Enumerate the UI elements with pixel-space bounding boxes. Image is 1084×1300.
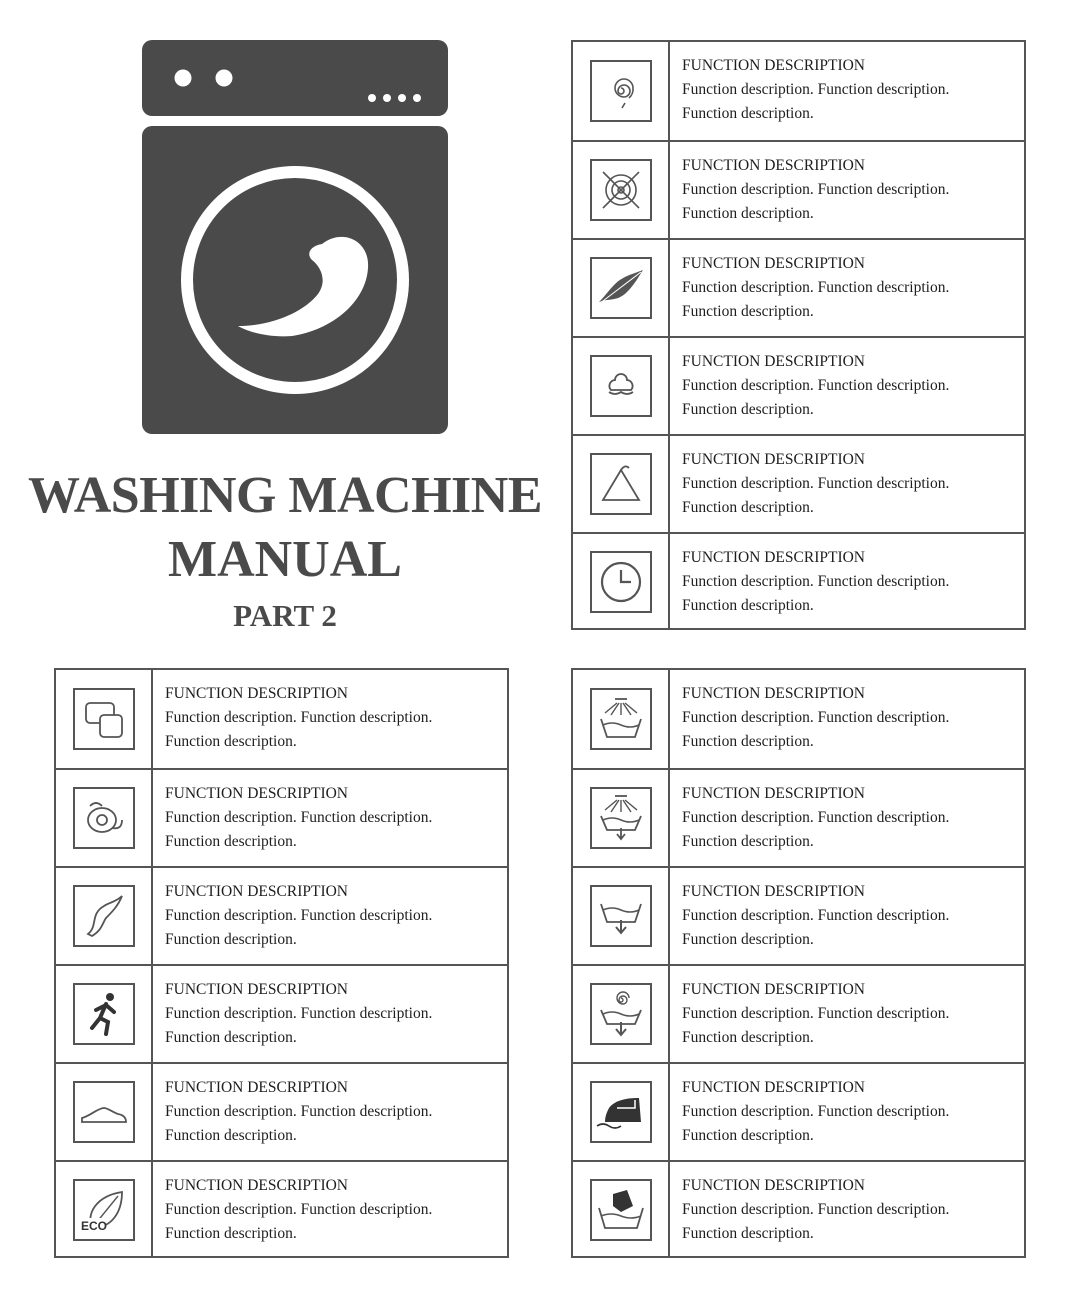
- function-row: [573, 1160, 1024, 1258]
- washing-machine-icon: [142, 40, 448, 434]
- function-description: Function description.: [165, 1029, 297, 1046]
- function-description: Function description. Function description.: [165, 907, 433, 924]
- rinse-basin-icon: [590, 688, 652, 750]
- icon-cell: [573, 534, 670, 630]
- clock-icon: [590, 551, 652, 613]
- cotton-icon: [590, 355, 652, 417]
- function-description: Function description.: [682, 1127, 814, 1144]
- function-title: FUNCTION DESCRIPTION: [682, 785, 865, 802]
- description-cell: [670, 142, 949, 238]
- description-cell: [153, 770, 432, 866]
- description-cell: [670, 868, 949, 964]
- icon-cell: [56, 1064, 153, 1160]
- function-description: Function description. Function description.: [682, 475, 950, 492]
- function-description: Function description.: [682, 205, 814, 222]
- pacifier-icon-graphic: [78, 792, 130, 844]
- spiral-icon-graphic: [595, 65, 647, 117]
- function-description: Function description.: [682, 733, 814, 750]
- function-description: Function description. Function description.: [682, 1201, 950, 1218]
- icon-cell: [573, 670, 670, 768]
- iron-icon: [590, 1081, 652, 1143]
- function-title: FUNCTION DESCRIPTION: [682, 549, 865, 566]
- function-row: [56, 1160, 507, 1258]
- icon-cell: [56, 770, 153, 866]
- function-description: Function description. Function description.: [682, 907, 950, 924]
- function-description: Function description. Function description.: [682, 573, 950, 590]
- function-description: Function description.: [165, 833, 297, 850]
- drain-icon: [590, 885, 652, 947]
- description-cell: [670, 534, 949, 630]
- function-row: [56, 866, 507, 964]
- function-description: Function description.: [682, 1225, 814, 1242]
- hanger-icon-graphic: [595, 458, 647, 510]
- description-cell: [670, 42, 949, 140]
- description-cell: [153, 1162, 432, 1258]
- function-description: Function description. Function description.: [682, 1005, 950, 1022]
- function-description: Function description.: [682, 401, 814, 418]
- function-title: FUNCTION DESCRIPTION: [682, 981, 865, 998]
- function-title: FUNCTION DESCRIPTION: [682, 1177, 865, 1194]
- silk-icon-graphic: [78, 890, 130, 942]
- icon-cell: [573, 868, 670, 964]
- function-description: Function description. Function description.: [165, 809, 433, 826]
- function-table-left: [54, 668, 509, 1258]
- silk-icon: [73, 885, 135, 947]
- function-description: Function description.: [682, 1029, 814, 1046]
- description-cell: [670, 670, 949, 768]
- function-title: FUNCTION DESCRIPTION: [165, 1177, 348, 1194]
- function-title: FUNCTION DESCRIPTION: [682, 451, 865, 468]
- eco-leaf-icon: [73, 1179, 135, 1241]
- function-row: [573, 42, 1024, 140]
- function-title: FUNCTION DESCRIPTION: [165, 685, 348, 702]
- function-description: Function description.: [682, 105, 814, 122]
- description-cell: [153, 966, 432, 1062]
- function-description: Function description.: [682, 499, 814, 516]
- function-description: Function description. Function description.: [682, 81, 950, 98]
- iron-icon-graphic: [595, 1086, 647, 1138]
- function-description: Function description. Function description.: [165, 1103, 433, 1120]
- function-row: [573, 532, 1024, 630]
- function-table-top: [571, 40, 1026, 630]
- rinse-basin-icon-graphic: [595, 693, 647, 745]
- function-title: FUNCTION DESCRIPTION: [682, 685, 865, 702]
- function-description: Function description.: [165, 931, 297, 948]
- function-row: [573, 336, 1024, 434]
- function-description: Function description. Function description.: [682, 279, 950, 296]
- function-description: Function description.: [165, 733, 297, 750]
- function-row: [56, 964, 507, 1062]
- description-cell: [670, 436, 949, 532]
- function-title: FUNCTION DESCRIPTION: [682, 255, 865, 272]
- no-spin-icon-graphic: [595, 164, 647, 216]
- description-cell: [670, 1162, 949, 1258]
- function-description: Function description.: [682, 303, 814, 320]
- running-man-icon-graphic: [78, 988, 130, 1040]
- function-title: FUNCTION DESCRIPTION: [165, 785, 348, 802]
- function-description: Function description. Function description.: [165, 1201, 433, 1218]
- icon-cell: [573, 1064, 670, 1160]
- eco-badge: ECO: [80, 1219, 107, 1233]
- description-cell: [153, 868, 432, 964]
- function-row: [56, 1062, 507, 1160]
- function-description: Function description.: [165, 1127, 297, 1144]
- manual-title-line2: MANUAL: [168, 531, 402, 588]
- icon-cell: [573, 770, 670, 866]
- function-title: FUNCTION DESCRIPTION: [682, 157, 865, 174]
- icon-cell: [56, 966, 153, 1062]
- hanger-icon: [590, 453, 652, 515]
- icon-cell: [56, 868, 153, 964]
- function-row: [573, 140, 1024, 238]
- function-description: Function description. Function description.: [682, 1103, 950, 1120]
- spin-drain-icon-graphic: [595, 988, 647, 1040]
- function-row: [573, 768, 1024, 866]
- shoe-icon-graphic: [78, 1086, 130, 1138]
- eco-leaf-icon-graphic: [78, 1184, 130, 1236]
- icon-cell: [573, 142, 670, 238]
- description-cell: [153, 670, 432, 768]
- manual-part-label: PART 2: [233, 598, 337, 633]
- icon-cell: [573, 436, 670, 532]
- function-description: Function description. Function description.: [682, 709, 950, 726]
- function-row: [573, 1062, 1024, 1160]
- function-row: [56, 670, 507, 768]
- description-cell: [670, 338, 949, 434]
- function-description: Function description.: [682, 833, 814, 850]
- function-row: [573, 238, 1024, 336]
- manual-title-line1: WASHING MACHINE: [28, 467, 542, 524]
- function-title: FUNCTION DESCRIPTION: [165, 1079, 348, 1096]
- description-cell: [670, 770, 949, 866]
- description-cell: [670, 966, 949, 1062]
- description-cell: [670, 240, 949, 336]
- pillows-icon: [73, 688, 135, 750]
- function-description: Function description.: [165, 1225, 297, 1242]
- function-description: Function description.: [682, 931, 814, 948]
- icon-cell: [573, 42, 670, 140]
- function-row: [573, 434, 1024, 532]
- clock-icon-graphic: [595, 556, 647, 608]
- function-row: [573, 866, 1024, 964]
- icon-cell: [573, 240, 670, 336]
- feather-icon: [590, 257, 652, 319]
- spiral-icon: [590, 60, 652, 122]
- function-title: FUNCTION DESCRIPTION: [682, 883, 865, 900]
- function-description: Function description. Function description.: [165, 1005, 433, 1022]
- pacifier-icon: [73, 787, 135, 849]
- description-cell: [670, 1064, 949, 1160]
- function-description: Function description. Function description.: [165, 709, 433, 726]
- icon-cell: [573, 338, 670, 434]
- description-cell: [153, 1064, 432, 1160]
- function-row: [573, 670, 1024, 768]
- function-title: FUNCTION DESCRIPTION: [165, 981, 348, 998]
- function-row: [573, 964, 1024, 1062]
- cotton-icon-graphic: [595, 360, 647, 412]
- function-title: FUNCTION DESCRIPTION: [165, 883, 348, 900]
- rinse-drain-icon-graphic: [595, 792, 647, 844]
- function-title: FUNCTION DESCRIPTION: [682, 353, 865, 370]
- rinse-drain-icon: [590, 787, 652, 849]
- running-man-icon: [73, 983, 135, 1045]
- icon-cell: [56, 670, 153, 768]
- function-description: Function description. Function description.: [682, 809, 950, 826]
- function-table-right: [571, 668, 1026, 1258]
- function-description: Function description.: [682, 597, 814, 614]
- function-row: [56, 768, 507, 866]
- icon-cell: [56, 1162, 153, 1258]
- pillows-icon-graphic: [78, 693, 130, 745]
- spin-drain-icon: [590, 983, 652, 1045]
- hand-wash-icon-graphic: [595, 1184, 647, 1236]
- function-title: FUNCTION DESCRIPTION: [682, 1079, 865, 1096]
- icon-cell: [573, 966, 670, 1062]
- function-title: FUNCTION DESCRIPTION: [682, 57, 865, 74]
- shoe-icon: [73, 1081, 135, 1143]
- drain-icon-graphic: [595, 890, 647, 942]
- feather-icon-graphic: [595, 262, 647, 314]
- icon-cell: [573, 1162, 670, 1258]
- function-description: Function description. Function description.: [682, 377, 950, 394]
- hand-wash-icon: [590, 1179, 652, 1241]
- no-spin-icon: [590, 159, 652, 221]
- function-description: Function description. Function description.: [682, 181, 950, 198]
